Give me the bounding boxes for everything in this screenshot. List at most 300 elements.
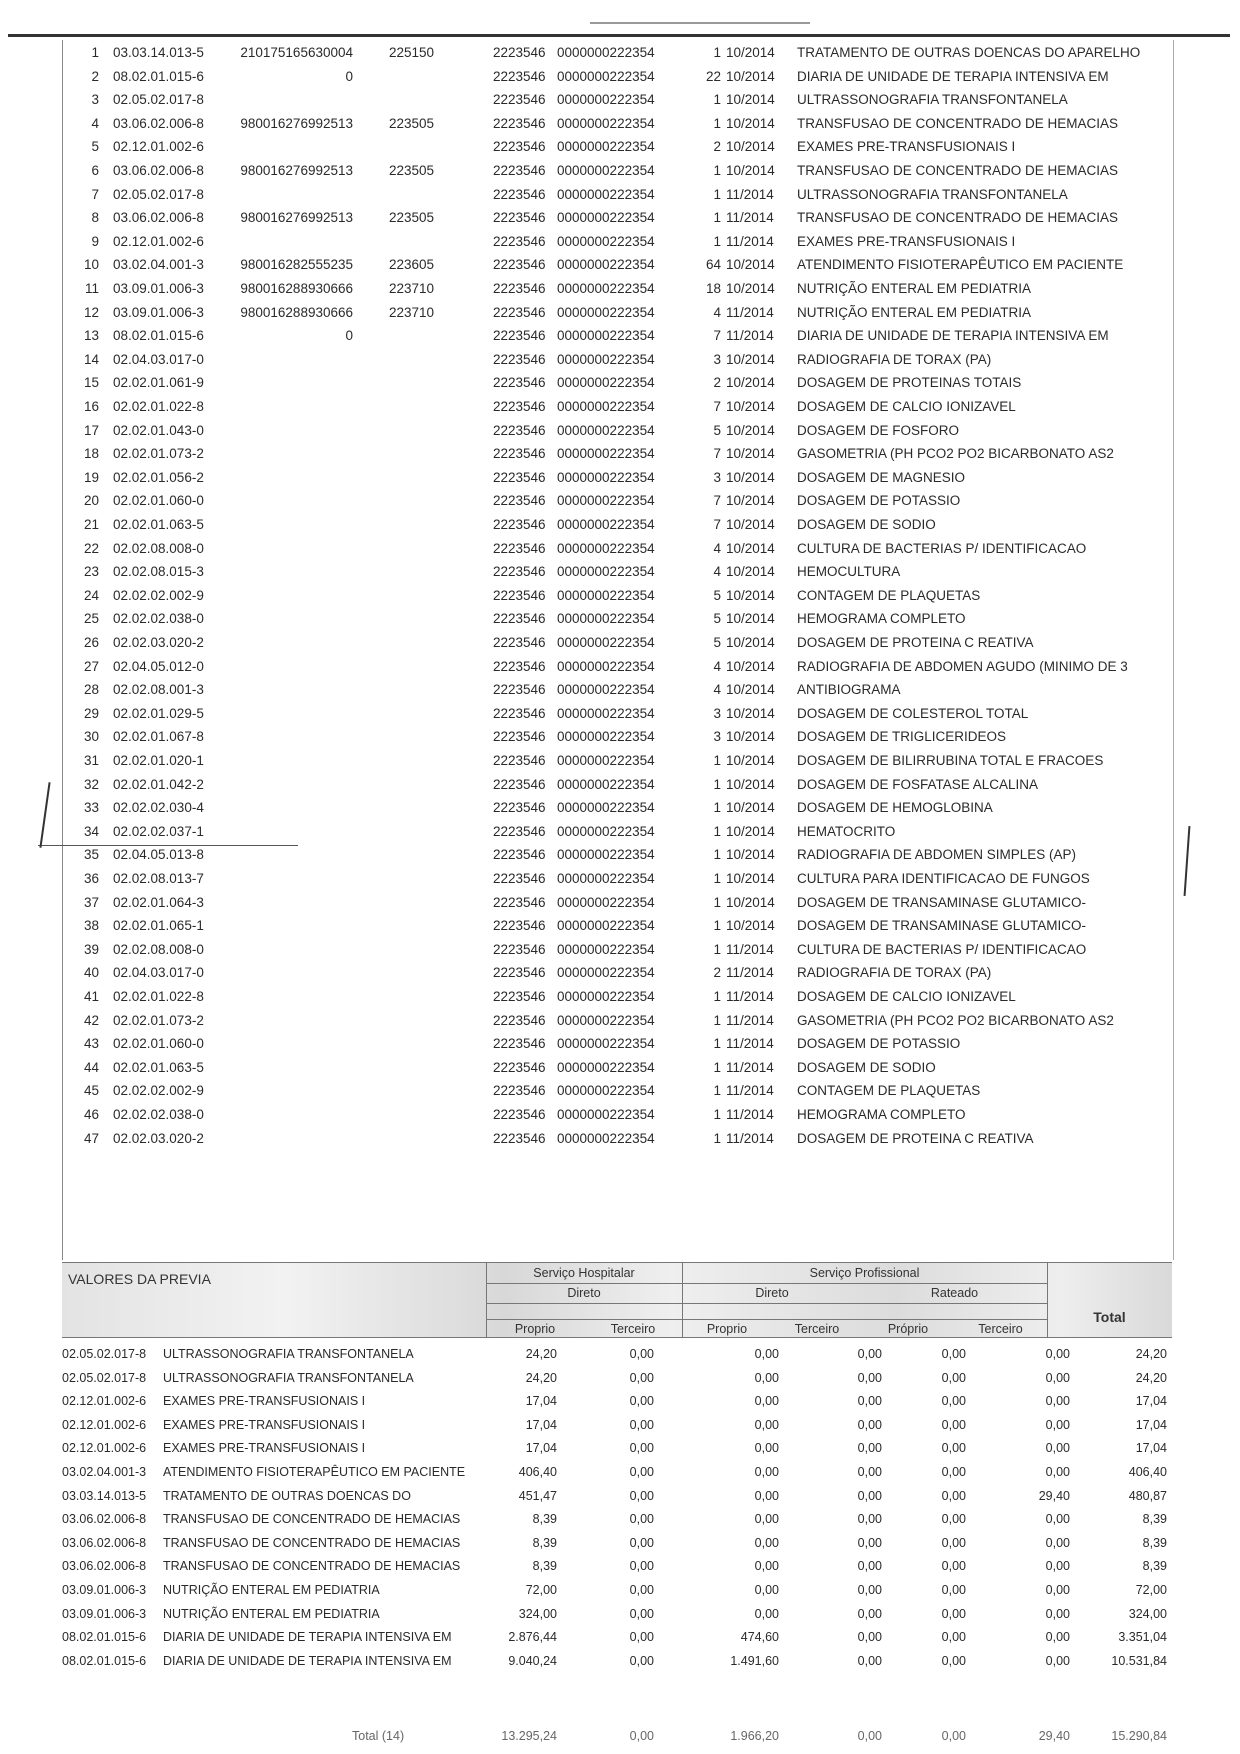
- previa-value: 17,04: [1135, 1417, 1167, 1432]
- cnes-code: 2223546: [493, 1107, 546, 1122]
- hospitalar-direto-label: Direto: [567, 1286, 601, 1300]
- total-value: 0,00: [941, 1729, 966, 1743]
- table-row: [63, 748, 1173, 774]
- procedure-code: 02.05.02.017-8: [113, 92, 204, 108]
- previa-value: 17,04: [525, 1417, 557, 1432]
- cns-code: 0000000222354: [557, 257, 655, 273]
- row-number: 1: [91, 45, 99, 60]
- competence: 11/2014: [726, 1012, 774, 1028]
- previa-value: 8,39: [1142, 1559, 1167, 1574]
- row-divider: [38, 845, 298, 846]
- previa-value: 0,00: [1045, 1606, 1070, 1621]
- cns-code: 0000000222354: [557, 351, 655, 367]
- procedure-code: 02.02.01.029-5: [113, 705, 204, 721]
- row-number: 38: [83, 918, 99, 934]
- professional-id: 980016276992513: [240, 210, 353, 226]
- group-hospitalar-label: Serviço Hospitalar: [533, 1266, 635, 1280]
- previa-value: 8,39: [1142, 1512, 1167, 1527]
- quantity: 1: [713, 210, 721, 226]
- previa-value: 10.531,84: [1111, 1653, 1167, 1668]
- row-number: 18: [83, 446, 99, 462]
- previa-code: 03.06.02.006-8: [62, 1512, 147, 1527]
- quantity: 5: [713, 422, 721, 438]
- previa-value: 0,00: [1045, 1535, 1070, 1550]
- procedure-code: 03.09.01.006-3: [113, 304, 204, 320]
- table-row: [63, 1126, 1173, 1152]
- quantity: 1: [713, 45, 721, 60]
- cns-code: 0000000222354: [557, 281, 655, 296]
- previa-value: 474,60: [740, 1630, 779, 1645]
- table-row: [63, 559, 1173, 585]
- row-number: 14: [83, 351, 99, 367]
- cns-code: 0000000222354: [557, 871, 655, 886]
- previa-value: 0,00: [1045, 1559, 1070, 1574]
- procedures-table: [62, 40, 1174, 1260]
- professional-id: 980016276992513: [240, 163, 353, 178]
- competence: 10/2014: [726, 823, 775, 839]
- previa-value: 0,00: [941, 1347, 966, 1361]
- competence: 10/2014: [726, 918, 775, 934]
- previa-description: NUTRIÇÃO ENTERAL EM PEDIATRIA: [163, 1583, 380, 1597]
- procedure-code: 02.02.01.022-8: [113, 989, 204, 1004]
- table-row: [63, 677, 1173, 703]
- competence: 11/2014: [726, 1059, 774, 1075]
- competence: 10/2014: [726, 351, 775, 367]
- previa-value: 72,00: [1135, 1583, 1167, 1597]
- cnes-code: 2223546: [493, 587, 546, 603]
- previa-header: [62, 1262, 1172, 1338]
- table-row: [63, 394, 1173, 420]
- table-row: [63, 984, 1173, 1010]
- row-number: 25: [83, 611, 99, 627]
- quantity: 4: [713, 564, 721, 580]
- table-row: [63, 1078, 1173, 1104]
- previa-value: 0,00: [754, 1394, 779, 1409]
- cnes-code: 2223546: [493, 611, 546, 627]
- previa-value: 24,20: [525, 1347, 557, 1361]
- quantity: 22: [705, 68, 721, 84]
- procedure-code: 02.02.01.065-1: [113, 918, 204, 934]
- previa-value: 17,04: [1135, 1441, 1167, 1456]
- row-number: 24: [83, 587, 99, 603]
- table-row: [62, 1625, 1172, 1651]
- procedure-description: DOSAGEM DE HEMOGLOBINA: [797, 800, 993, 816]
- quantity: 2: [713, 965, 721, 981]
- quantity: 1: [713, 1059, 721, 1075]
- previa-value: 406,40: [518, 1465, 557, 1479]
- cbo-code: 225150: [389, 45, 435, 60]
- previa-code: 02.05.02.017-8: [62, 1347, 147, 1361]
- table-row: [63, 819, 1173, 845]
- col-proprio-hosp: Proprio: [514, 1322, 556, 1336]
- procedure-code: 02.02.02.038-0: [113, 611, 204, 627]
- cnes-code: 2223546: [493, 469, 546, 485]
- previa-code: 02.12.01.002-6: [62, 1417, 147, 1432]
- table-row: [63, 654, 1173, 680]
- cns-code: 0000000222354: [557, 446, 655, 462]
- procedure-code: 02.02.08.001-3: [113, 682, 204, 698]
- previa-value: 0,00: [629, 1606, 654, 1621]
- previa-value: 0,00: [754, 1370, 779, 1385]
- previa-value: 0,00: [857, 1417, 882, 1432]
- cns-code: 0000000222354: [557, 68, 655, 84]
- table-row: [62, 1413, 1172, 1439]
- previa-code: 02.05.02.017-8: [62, 1370, 147, 1385]
- procedure-description: EXAMES PRE-TRANSFUSIONAIS I: [797, 233, 1016, 249]
- col-total: Total: [1093, 1309, 1126, 1325]
- competence: 10/2014: [726, 847, 775, 863]
- quantity: 18: [705, 281, 721, 296]
- cbo-code: 223710: [389, 281, 435, 296]
- previa-code: 03.09.01.006-3: [62, 1583, 147, 1597]
- col-proprio-prof-direto: Proprio: [706, 1322, 748, 1336]
- pen-mark-left: [39, 782, 50, 848]
- row-number: 11: [84, 281, 99, 296]
- previa-code: 03.02.04.001-3: [62, 1465, 147, 1479]
- previa-code: 03.06.02.006-8: [62, 1559, 147, 1574]
- cns-code: 0000000222354: [557, 658, 655, 674]
- table-row: [63, 488, 1173, 514]
- table-row: [63, 134, 1173, 160]
- professional-id: 0: [345, 328, 353, 344]
- procedure-code: 02.04.05.013-8: [113, 847, 204, 863]
- procedure-code: 02.02.02.002-9: [113, 587, 204, 603]
- row-number: 28: [83, 682, 99, 698]
- previa-value: 324,00: [1128, 1606, 1167, 1621]
- row-number: 10: [83, 257, 99, 273]
- cnes-code: 2223546: [493, 965, 546, 981]
- previa-value: 0,00: [629, 1441, 654, 1456]
- cns-code: 0000000222354: [557, 233, 655, 249]
- procedure-description: EXAMES PRE-TRANSFUSIONAIS I: [797, 139, 1016, 155]
- competence: 11/2014: [726, 1036, 774, 1052]
- cnes-code: 2223546: [493, 776, 546, 792]
- previa-value: 0,00: [1045, 1465, 1070, 1479]
- cnes-code: 2223546: [493, 281, 546, 296]
- competence: 11/2014: [726, 989, 774, 1004]
- quantity: 1: [713, 871, 721, 886]
- previa-value: 17,04: [525, 1394, 557, 1409]
- quantity: 7: [713, 328, 721, 344]
- procedure-description: DOSAGEM DE PROTEINA C REATIVA: [797, 1130, 1034, 1146]
- row-number: 34: [83, 823, 99, 839]
- previa-value: 0,00: [1045, 1417, 1070, 1432]
- previa-description: EXAMES PRE-TRANSFUSIONAIS I: [163, 1417, 366, 1432]
- cnes-code: 2223546: [493, 517, 546, 532]
- cnes-code: 2223546: [493, 989, 546, 1004]
- cns-code: 0000000222354: [557, 422, 655, 438]
- cnes-code: 2223546: [493, 871, 546, 886]
- procedure-code: 03.09.01.006-3: [113, 281, 204, 296]
- cns-code: 0000000222354: [557, 92, 655, 108]
- previa-value: 0,00: [941, 1394, 966, 1409]
- cns-code: 0000000222354: [557, 800, 655, 816]
- previa-value: 451,47: [518, 1488, 557, 1503]
- row-number: 4: [91, 115, 99, 131]
- cns-code: 0000000222354: [557, 918, 655, 934]
- cns-code: 0000000222354: [557, 587, 655, 603]
- quantity: 1: [713, 115, 721, 131]
- competence: 10/2014: [726, 776, 775, 792]
- quantity: 1: [713, 1130, 721, 1146]
- procedure-code: 02.02.08.015-3: [113, 564, 204, 580]
- cnes-code: 2223546: [493, 422, 546, 438]
- previa-value: 0,00: [857, 1488, 882, 1503]
- procedure-description: HEMOGRAMA COMPLETO: [797, 611, 966, 627]
- competence: 10/2014: [726, 163, 775, 178]
- previa-value: 0,00: [1045, 1370, 1070, 1385]
- cnes-code: 2223546: [493, 351, 546, 367]
- professional-id: 980016288930666: [240, 281, 353, 296]
- row-number: 43: [83, 1036, 99, 1052]
- previa-description: ATENDIMENTO FISIOTERAPÊUTICO EM PACIENTE: [163, 1465, 466, 1479]
- table-row: [62, 1436, 1172, 1462]
- procedure-description: DOSAGEM DE BILIRRUBINA TOTAL E FRACOES: [797, 753, 1104, 768]
- table-row: [62, 1602, 1172, 1628]
- cnes-code: 2223546: [493, 1059, 546, 1075]
- col-terceiro-hosp: Terceiro: [610, 1322, 656, 1336]
- previa-value: 0,00: [941, 1606, 966, 1621]
- group-profissional-label: Serviço Profissional: [809, 1266, 920, 1280]
- cns-code: 0000000222354: [557, 210, 655, 226]
- table-row: [63, 842, 1173, 868]
- procedure-code: 02.02.03.020-2: [113, 1130, 204, 1146]
- quantity: 4: [713, 658, 721, 674]
- previa-value: 8,39: [532, 1559, 557, 1574]
- table-row: [62, 1460, 1172, 1486]
- cns-code: 0000000222354: [557, 635, 655, 650]
- table-row: [63, 1102, 1173, 1128]
- previa-value: 72,00: [525, 1583, 557, 1597]
- previa-code: 02.12.01.002-6: [62, 1394, 147, 1409]
- row-number: 2: [91, 68, 99, 84]
- scan-mark-top: [590, 22, 810, 24]
- cnes-code: 2223546: [493, 823, 546, 839]
- table-row: [63, 866, 1173, 892]
- competence: 10/2014: [726, 800, 775, 816]
- procedure-description: RADIOGRAFIA DE TORAX (PA): [797, 965, 992, 981]
- cnes-code: 2223546: [493, 658, 546, 674]
- table-row: [63, 630, 1173, 656]
- procedure-code: 02.02.01.073-2: [113, 1012, 204, 1028]
- previa-description: DIARIA DE UNIDADE DE TERAPIA INTENSIVA EM: [163, 1630, 452, 1645]
- row-number: 42: [83, 1012, 99, 1028]
- table-row: [62, 1554, 1172, 1580]
- procedure-code: 02.02.01.063-5: [113, 1059, 204, 1075]
- cnes-code: 2223546: [493, 45, 546, 60]
- previa-code: 03.03.14.013-5: [62, 1488, 147, 1503]
- quantity: 1: [713, 163, 721, 178]
- previa-value: 8,39: [532, 1535, 557, 1550]
- previa-value: 0,00: [857, 1630, 882, 1645]
- previa-code: 08.02.01.015-6: [62, 1653, 147, 1668]
- cns-code: 0000000222354: [557, 328, 655, 344]
- previa-value: 0,00: [941, 1583, 966, 1597]
- competence: 10/2014: [726, 469, 775, 485]
- previa-value: 0,00: [629, 1512, 654, 1527]
- cnes-code: 2223546: [493, 304, 546, 320]
- previa-value: 0,00: [941, 1488, 966, 1503]
- previa-value: 0,00: [629, 1370, 654, 1385]
- table-row: [62, 1507, 1172, 1533]
- procedure-description: DOSAGEM DE PROTEINAS TOTAIS: [797, 375, 1022, 391]
- cnes-code: 2223546: [493, 894, 546, 910]
- previa-value: 0,00: [941, 1535, 966, 1550]
- competence: 11/2014: [726, 186, 774, 202]
- competence: 11/2014: [726, 233, 774, 249]
- procedure-description: TRANSFUSAO DE CONCENTRADO DE HEMACIAS: [797, 163, 1119, 178]
- previa-code: 03.09.01.006-3: [62, 1606, 147, 1621]
- previa-value: 0,00: [754, 1583, 779, 1597]
- cns-code: 0000000222354: [557, 941, 655, 957]
- competence: 11/2014: [726, 304, 774, 320]
- table-row: [63, 795, 1173, 821]
- previa-description: EXAMES PRE-TRANSFUSIONAIS I: [163, 1441, 366, 1456]
- cnes-code: 2223546: [493, 1012, 546, 1028]
- row-number: 8: [91, 210, 99, 226]
- table-row: [63, 441, 1173, 467]
- competence: 11/2014: [726, 1107, 774, 1122]
- cnes-code: 2223546: [493, 210, 546, 226]
- competence: 10/2014: [726, 493, 775, 509]
- row-number: 41: [83, 989, 99, 1004]
- row-number: 46: [83, 1107, 99, 1122]
- cns-code: 0000000222354: [557, 847, 655, 863]
- row-number: 5: [91, 139, 99, 155]
- competence: 10/2014: [726, 375, 775, 391]
- cnes-code: 2223546: [493, 233, 546, 249]
- table-row: [62, 1389, 1172, 1415]
- row-number: 3: [91, 92, 99, 108]
- procedure-description: RADIOGRAFIA DE ABDOMEN SIMPLES (AP): [797, 847, 1077, 863]
- table-row: [63, 606, 1173, 632]
- row-number: 7: [91, 186, 99, 202]
- procedure-code: 02.02.01.063-5: [113, 517, 204, 532]
- previa-value: 0,00: [629, 1535, 654, 1550]
- quantity: 2: [713, 375, 721, 391]
- competence: 10/2014: [726, 635, 775, 650]
- quantity: 1: [713, 186, 721, 202]
- cnes-code: 2223546: [493, 847, 546, 863]
- quantity: 2: [713, 139, 721, 155]
- competence: 10/2014: [726, 92, 775, 108]
- quantity: 3: [713, 705, 721, 721]
- previa-description: TRANSFUSAO DE CONCENTRADO DE HEMACIAS: [163, 1559, 461, 1574]
- previa-value: 9.040,24: [508, 1653, 557, 1668]
- previa-description: TRATAMENTO DE OUTRAS DOENCAS DO: [163, 1488, 411, 1503]
- procedure-code: 03.06.02.006-8: [113, 115, 204, 131]
- table-row: [63, 937, 1173, 963]
- competence: 10/2014: [726, 587, 775, 603]
- total-value: 1.966,20: [730, 1729, 779, 1743]
- previa-value: 0,00: [629, 1583, 654, 1597]
- cnes-code: 2223546: [493, 918, 546, 934]
- procedure-code: 02.02.01.042-2: [113, 776, 204, 792]
- quantity: 7: [713, 493, 721, 509]
- quantity: 1: [713, 776, 721, 792]
- cnes-code: 2223546: [493, 68, 546, 84]
- table-row: [63, 252, 1173, 278]
- procedure-description: NUTRIÇÃO ENTERAL EM PEDIATRIA: [797, 281, 1032, 296]
- quantity: 1: [713, 233, 721, 249]
- procedure-code: 08.02.01.015-6: [113, 68, 204, 84]
- table-row: [62, 1649, 1172, 1675]
- procedure-code: 02.02.03.020-2: [113, 635, 204, 650]
- col-terceiro-prof-direto: Terceiro: [794, 1322, 840, 1336]
- table-row: [62, 1366, 1172, 1392]
- competence: 10/2014: [726, 422, 775, 438]
- table-row: [63, 323, 1173, 349]
- row-number: 47: [83, 1130, 99, 1146]
- procedure-description: DOSAGEM DE FOSFATASE ALCALINA: [797, 776, 1039, 792]
- procedure-code: 02.02.01.067-8: [113, 729, 204, 745]
- previa-value: 0,00: [629, 1488, 654, 1503]
- table-row: [63, 536, 1173, 562]
- cnes-code: 2223546: [493, 705, 546, 721]
- quantity: 7: [713, 399, 721, 414]
- cns-code: 0000000222354: [557, 540, 655, 556]
- procedure-code: 02.02.01.056-2: [113, 469, 204, 485]
- procedure-description: DIARIA DE UNIDADE DE TERAPIA INTENSIVA EM: [797, 328, 1109, 344]
- procedure-description: CONTAGEM DE PLAQUETAS: [797, 1083, 981, 1099]
- row-number: 20: [83, 493, 99, 509]
- cns-code: 0000000222354: [557, 705, 655, 721]
- row-number: 32: [83, 776, 99, 792]
- procedure-description: CULTURA DE BACTERIAS P/ IDENTIFICACAO: [797, 941, 1087, 957]
- previa-value: 0,00: [629, 1347, 654, 1361]
- procedure-description: DOSAGEM DE COLESTEROL TOTAL: [797, 705, 1029, 721]
- procedure-code: 02.02.02.030-4: [113, 800, 204, 816]
- cnes-code: 2223546: [493, 257, 546, 273]
- procedure-code: 03.06.02.006-8: [113, 163, 204, 178]
- row-number: 44: [83, 1059, 99, 1075]
- cns-code: 0000000222354: [557, 682, 655, 698]
- previa-value: 0,00: [941, 1630, 966, 1645]
- row-number: 30: [83, 729, 99, 745]
- cnes-code: 2223546: [493, 446, 546, 462]
- competence: 11/2014: [726, 328, 774, 344]
- previa-value: 0,00: [1045, 1512, 1070, 1527]
- cns-code: 0000000222354: [557, 776, 655, 792]
- cns-code: 0000000222354: [557, 1083, 655, 1099]
- procedure-description: RADIOGRAFIA DE TORAX (PA): [797, 351, 992, 367]
- cns-code: 0000000222354: [557, 45, 655, 60]
- procedure-description: DOSAGEM DE PROTEINA C REATIVA: [797, 635, 1034, 650]
- previa-value: 0,00: [941, 1465, 966, 1479]
- procedure-description: RADIOGRAFIA DE ABDOMEN AGUDO (MINIMO DE 3: [797, 658, 1128, 674]
- procedure-description: CONTAGEM DE PLAQUETAS: [797, 587, 981, 603]
- competence: 10/2014: [726, 658, 775, 674]
- cnes-code: 2223546: [493, 800, 546, 816]
- cbo-code: 223505: [389, 210, 435, 226]
- previa-value: 0,00: [857, 1653, 882, 1668]
- procedure-description: DOSAGEM DE MAGNESIO: [797, 469, 966, 485]
- procedure-description: TRANSFUSAO DE CONCENTRADO DE HEMACIAS: [797, 210, 1119, 226]
- previa-value: 17,04: [1135, 1394, 1167, 1409]
- previa-value: 0,00: [941, 1653, 966, 1668]
- procedure-code: 02.02.02.038-0: [113, 1107, 204, 1122]
- procedure-description: DOSAGEM DE SODIO: [797, 1059, 936, 1075]
- previa-code: 08.02.01.015-6: [62, 1630, 147, 1645]
- total-value: 13.295,24: [501, 1729, 557, 1743]
- cnes-code: 2223546: [493, 635, 546, 650]
- previa-value: 0,00: [857, 1583, 882, 1597]
- profissional-rateado-label: Rateado: [930, 1286, 979, 1300]
- cnes-code: 2223546: [493, 375, 546, 391]
- procedure-code: 02.04.03.017-0: [113, 965, 204, 981]
- table-row: [63, 158, 1173, 184]
- cnes-code: 2223546: [493, 564, 546, 580]
